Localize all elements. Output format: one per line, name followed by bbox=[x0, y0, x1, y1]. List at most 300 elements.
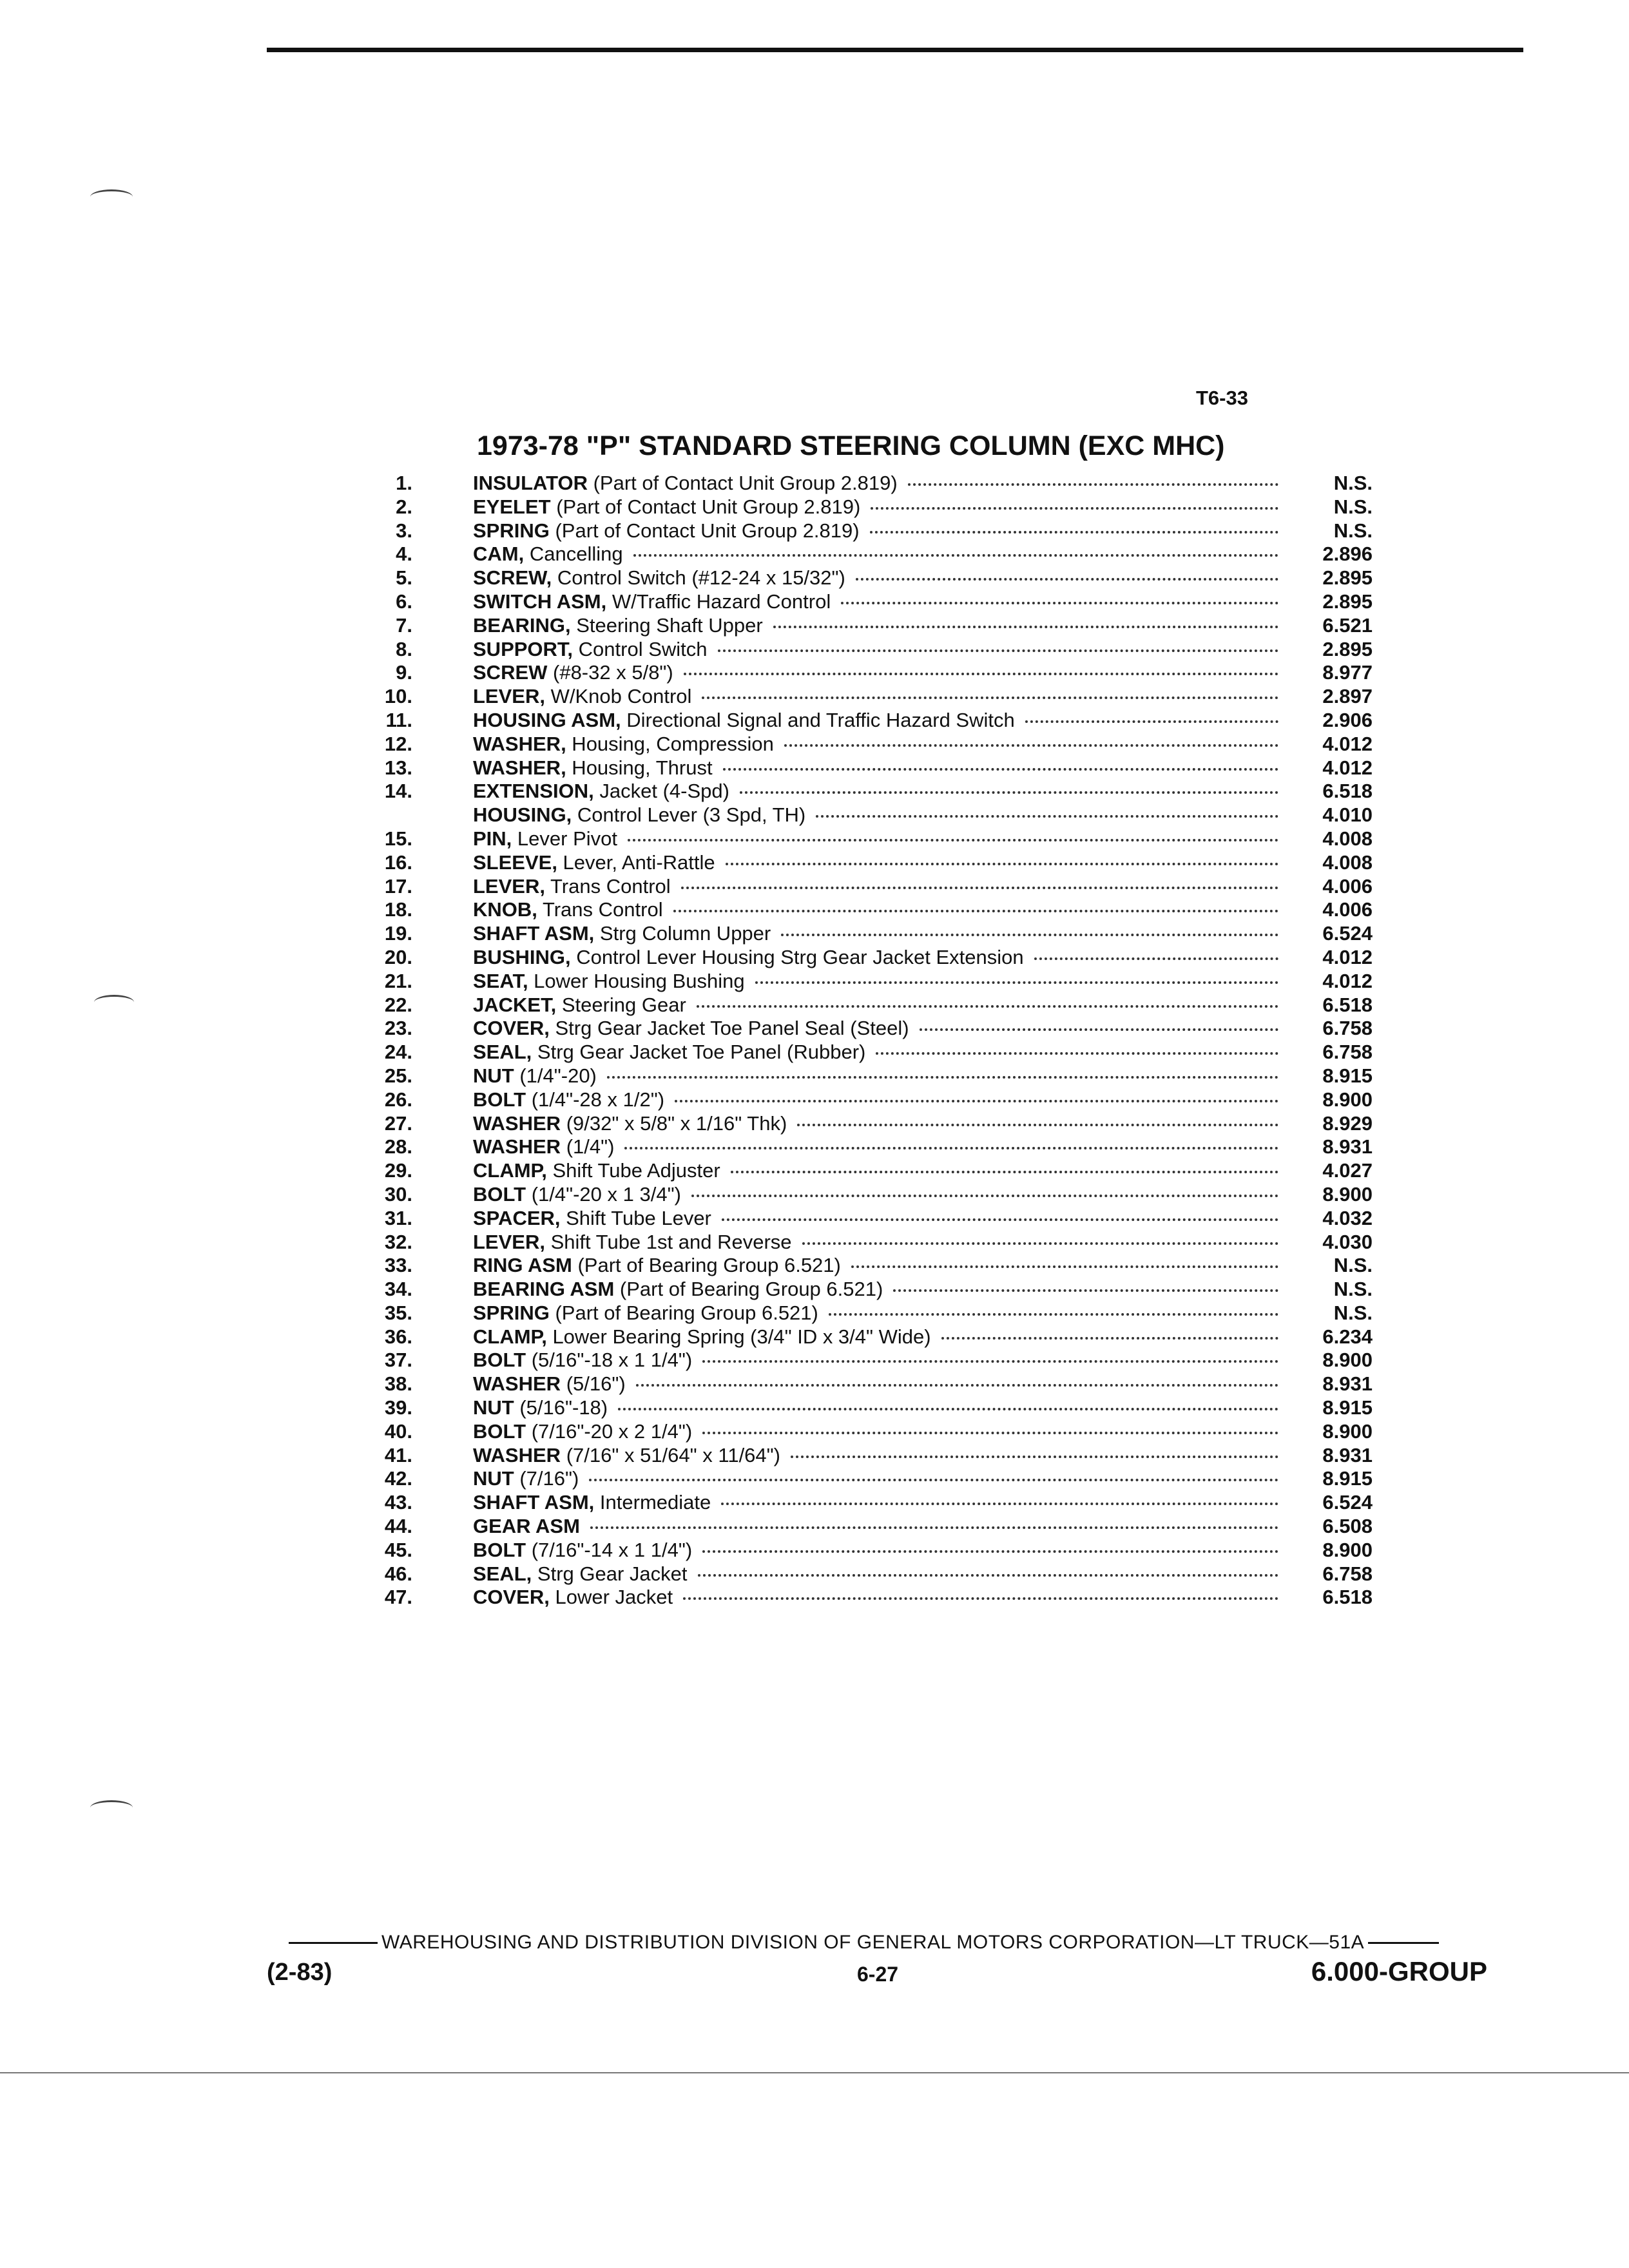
item-description bbox=[473, 922, 771, 946]
dot-leader bbox=[691, 1195, 1278, 1197]
item-detail: (Part of Contact Unit Group 2.819) bbox=[549, 519, 860, 542]
item-description bbox=[473, 994, 686, 1017]
dot-leader bbox=[908, 483, 1278, 486]
list-item bbox=[361, 1278, 1373, 1302]
item-group-number: 6.518 bbox=[1322, 1586, 1373, 1609]
dot-leader bbox=[920, 1028, 1278, 1031]
item-description bbox=[473, 1586, 673, 1610]
item-detail: (5/16") bbox=[561, 1372, 626, 1396]
list-item bbox=[361, 1017, 1373, 1041]
item-number: 42. bbox=[384, 1467, 412, 1490]
item-description bbox=[473, 1562, 688, 1586]
item-description bbox=[473, 590, 831, 614]
item-detail: (Part of Bearing Group 6.521) bbox=[549, 1301, 818, 1324]
item-number: 14. bbox=[384, 780, 412, 803]
dot-leader bbox=[673, 910, 1278, 912]
item-description bbox=[473, 946, 1024, 970]
item-number: 20. bbox=[384, 945, 412, 968]
item-detail: Control Lever (3 Spd, TH) bbox=[572, 803, 806, 827]
item-description bbox=[473, 1135, 614, 1159]
list-item bbox=[361, 1467, 1373, 1491]
item-group-number: 4.027 bbox=[1322, 1159, 1373, 1182]
item-name: BOLT bbox=[473, 1349, 526, 1372]
item-detail: (5/16"-18) bbox=[514, 1396, 608, 1419]
item-detail: (1/4"-20 x 1 3/4") bbox=[526, 1182, 681, 1206]
list-item bbox=[361, 756, 1373, 780]
dot-leader bbox=[702, 697, 1278, 699]
list-item bbox=[361, 1325, 1373, 1349]
dot-leader bbox=[731, 1171, 1278, 1173]
item-number: 8. bbox=[396, 637, 412, 660]
item-number: 5. bbox=[396, 566, 412, 590]
item-detail: Strg Column Upper bbox=[594, 922, 771, 945]
item-group-number: 6.234 bbox=[1322, 1325, 1373, 1348]
dot-leader bbox=[829, 1313, 1278, 1316]
footer-dash bbox=[289, 1942, 378, 1944]
scan-mark bbox=[90, 189, 133, 204]
item-description bbox=[473, 898, 663, 922]
item-detail: Intermediate bbox=[594, 1491, 711, 1514]
list-item bbox=[361, 851, 1373, 875]
item-detail: Strg Gear Jacket bbox=[532, 1562, 688, 1585]
item-number: 12. bbox=[384, 732, 412, 755]
item-number: 40. bbox=[384, 1419, 412, 1443]
item-name: SWITCH ASM, bbox=[473, 590, 607, 613]
item-name: EYELET bbox=[473, 495, 551, 518]
item-description bbox=[473, 1254, 841, 1278]
list-item bbox=[361, 519, 1373, 543]
dot-leader bbox=[941, 1337, 1278, 1340]
item-number: 30. bbox=[384, 1182, 412, 1206]
item-group-number: 6.518 bbox=[1322, 993, 1373, 1016]
item-detail: (7/16"-20 x 2 1/4") bbox=[526, 1419, 693, 1443]
item-detail: W/Knob Control bbox=[545, 685, 692, 708]
list-item bbox=[361, 614, 1373, 638]
dot-leader bbox=[876, 1052, 1278, 1055]
item-detail: (Part of Bearing Group 6.521) bbox=[614, 1278, 883, 1301]
item-detail: (7/16") bbox=[514, 1467, 579, 1490]
item-name: HOUSING ASM, bbox=[473, 708, 621, 731]
dot-leader bbox=[628, 839, 1278, 841]
item-group-number: 4.030 bbox=[1322, 1230, 1373, 1253]
item-description bbox=[473, 1017, 909, 1041]
item-name: WASHER bbox=[473, 1135, 561, 1158]
item-name: SPRING bbox=[473, 1301, 550, 1324]
item-detail: (7/16"-14 x 1 1/4") bbox=[526, 1538, 693, 1561]
dot-leader bbox=[702, 1360, 1278, 1363]
dot-leader bbox=[784, 744, 1278, 747]
dot-leader bbox=[1034, 957, 1278, 960]
item-name: SCREW bbox=[473, 661, 548, 684]
list-item bbox=[361, 1041, 1373, 1064]
dot-leader bbox=[590, 1526, 1278, 1529]
item-description bbox=[473, 780, 729, 803]
item-description bbox=[473, 1183, 681, 1207]
item-group-number: 8.931 bbox=[1322, 1372, 1373, 1396]
item-group-number: 4.012 bbox=[1322, 756, 1373, 779]
item-number: 31. bbox=[384, 1206, 412, 1229]
list-item bbox=[361, 543, 1373, 566]
item-description bbox=[473, 1491, 711, 1515]
item-detail: Lower Jacket bbox=[549, 1586, 673, 1609]
list-item bbox=[361, 970, 1373, 994]
item-number: 41. bbox=[384, 1443, 412, 1466]
item-number: 3. bbox=[396, 519, 412, 542]
item-name: SHAFT ASM, bbox=[473, 922, 595, 945]
item-detail: Steering Gear bbox=[556, 993, 686, 1016]
item-group-number: 4.008 bbox=[1322, 827, 1373, 850]
item-number: 45. bbox=[384, 1538, 412, 1561]
item-detail: Shift Tube Adjuster bbox=[546, 1159, 720, 1182]
dot-leader bbox=[721, 1503, 1278, 1505]
item-number: 29. bbox=[384, 1159, 412, 1182]
item-name: WASHER, bbox=[473, 732, 566, 755]
item-number: 34. bbox=[384, 1278, 412, 1301]
item-number: 22. bbox=[384, 993, 412, 1016]
item-number: 38. bbox=[384, 1372, 412, 1396]
list-item bbox=[361, 638, 1373, 662]
item-detail: Control Lever Housing Strg Gear Jacket Extension bbox=[570, 945, 1024, 968]
list-item bbox=[361, 827, 1373, 851]
item-group-number: 4.012 bbox=[1322, 732, 1373, 755]
item-number: 25. bbox=[384, 1064, 412, 1087]
item-description bbox=[473, 566, 845, 590]
item-number: 43. bbox=[384, 1491, 412, 1514]
item-description bbox=[473, 875, 671, 899]
item-description bbox=[473, 1112, 787, 1136]
item-description bbox=[473, 1088, 664, 1112]
item-description bbox=[473, 472, 898, 495]
item-description bbox=[473, 1467, 579, 1491]
item-detail: Strg Gear Jacket Toe Panel (Rubber) bbox=[532, 1041, 866, 1064]
item-name: HOUSING, bbox=[473, 803, 572, 827]
item-description bbox=[473, 1539, 692, 1562]
dot-leader bbox=[697, 1005, 1278, 1008]
item-number: 17. bbox=[384, 874, 412, 898]
item-number: 33. bbox=[384, 1254, 412, 1277]
dot-leader bbox=[755, 981, 1278, 984]
item-detail: Housing, Thrust bbox=[566, 756, 713, 779]
item-name: KNOB, bbox=[473, 898, 537, 921]
list-item bbox=[361, 946, 1373, 970]
list-item bbox=[361, 1586, 1373, 1610]
item-name: SEAT, bbox=[473, 969, 528, 992]
item-detail: (1/4"-20) bbox=[514, 1064, 597, 1087]
dot-leader bbox=[633, 554, 1278, 557]
dot-leader bbox=[791, 1456, 1278, 1458]
item-name: COVER, bbox=[473, 1586, 550, 1609]
footer-publisher-line bbox=[289, 1932, 1494, 1954]
item-description bbox=[473, 827, 617, 851]
dot-leader bbox=[718, 649, 1279, 652]
item-name: WASHER bbox=[473, 1372, 561, 1396]
item-name: NUT bbox=[473, 1467, 514, 1490]
item-group-number: N.S. bbox=[1333, 1278, 1373, 1301]
item-name: NUT bbox=[473, 1396, 514, 1419]
item-number: 6. bbox=[396, 590, 412, 613]
item-name: WASHER, bbox=[473, 756, 566, 779]
item-number: 1. bbox=[396, 472, 412, 494]
item-description bbox=[473, 1396, 608, 1420]
list-item bbox=[361, 590, 1373, 614]
page-reference: T6-33 bbox=[1196, 387, 1248, 409]
dot-leader bbox=[802, 1242, 1278, 1245]
item-number: 18. bbox=[384, 898, 412, 921]
item-detail: W/Traffic Hazard Control bbox=[606, 590, 831, 613]
item-group-number: 6.521 bbox=[1322, 613, 1373, 637]
item-number: 39. bbox=[384, 1396, 412, 1419]
page-title: 1973-78 "P" STANDARD STEERING COLUMN (EXC MHC) bbox=[477, 430, 1225, 461]
list-item bbox=[361, 566, 1373, 590]
item-number: 4. bbox=[396, 543, 412, 566]
item-detail: Steering Shaft Upper bbox=[570, 613, 763, 637]
item-name: WASHER bbox=[473, 1443, 561, 1466]
list-item bbox=[361, 1302, 1373, 1325]
list-item bbox=[361, 1372, 1373, 1396]
item-group-number: 4.006 bbox=[1322, 874, 1373, 898]
list-item bbox=[361, 1064, 1373, 1088]
list-item bbox=[361, 495, 1373, 519]
item-group-number: 4.008 bbox=[1322, 850, 1373, 874]
item-name: SPACER, bbox=[473, 1206, 561, 1229]
item-group-number: 4.006 bbox=[1322, 898, 1373, 921]
item-group-number: 8.900 bbox=[1322, 1538, 1373, 1561]
scan-mark bbox=[94, 995, 134, 1010]
item-description bbox=[473, 1041, 865, 1064]
item-name: WASHER bbox=[473, 1111, 561, 1135]
scan-mark bbox=[90, 1800, 133, 1815]
footer-group-label: 6.000-GROUP bbox=[1311, 1956, 1487, 1986]
list-item bbox=[361, 709, 1373, 733]
dot-leader bbox=[722, 1218, 1278, 1221]
item-detail: Housing, Compression bbox=[566, 732, 774, 755]
list-item bbox=[361, 661, 1373, 685]
item-group-number: 6.524 bbox=[1322, 1491, 1373, 1514]
item-group-number: N.S. bbox=[1333, 1301, 1373, 1324]
item-group-number: 8.931 bbox=[1322, 1135, 1373, 1158]
item-group-number: 4.032 bbox=[1322, 1206, 1373, 1229]
list-item bbox=[361, 1207, 1373, 1231]
footer-dash bbox=[1368, 1942, 1439, 1944]
item-number: 15. bbox=[384, 827, 412, 850]
item-name: PIN, bbox=[473, 827, 512, 850]
list-item bbox=[361, 1420, 1373, 1444]
item-description bbox=[473, 970, 745, 994]
item-name: BEARING ASM bbox=[473, 1278, 615, 1301]
list-item bbox=[361, 1159, 1373, 1183]
item-group-number: 8.900 bbox=[1322, 1419, 1373, 1443]
item-description bbox=[473, 803, 805, 827]
bottom-rule bbox=[0, 2072, 1629, 2073]
list-item bbox=[361, 898, 1373, 922]
footer-publisher: WAREHOUSING AND DISTRIBUTION DIVISION OF GENERAL MOTORS CORPORATION—LT TRUCK—51A bbox=[381, 1932, 1365, 1953]
item-number: 27. bbox=[384, 1111, 412, 1135]
dot-leader bbox=[1025, 720, 1278, 723]
item-description bbox=[473, 1278, 883, 1302]
dot-leader bbox=[870, 531, 1278, 533]
footer-page-number: 6-27 bbox=[857, 1963, 899, 1986]
dot-leader bbox=[740, 791, 1278, 794]
dot-leader bbox=[702, 1432, 1278, 1434]
list-item bbox=[361, 1254, 1373, 1278]
item-number: 21. bbox=[384, 969, 412, 992]
item-name: BOLT bbox=[473, 1088, 526, 1111]
item-name: BOLT bbox=[473, 1419, 526, 1443]
list-item bbox=[361, 685, 1373, 709]
item-group-number: 8.900 bbox=[1322, 1349, 1373, 1372]
item-group-number: N.S. bbox=[1333, 519, 1373, 542]
item-name: INSULATOR bbox=[473, 472, 588, 494]
item-number: 26. bbox=[384, 1088, 412, 1111]
item-number: 23. bbox=[384, 1017, 412, 1040]
item-group-number: 4.012 bbox=[1322, 945, 1373, 968]
item-detail: Lever, Anti-Rattle bbox=[557, 850, 715, 874]
list-item bbox=[361, 1444, 1373, 1468]
item-number: 32. bbox=[384, 1230, 412, 1253]
item-detail: Control Switch bbox=[573, 637, 708, 660]
dot-leader bbox=[841, 602, 1278, 604]
item-detail: Lower Bearing Spring (3/4" ID x 3/4" Wide) bbox=[546, 1325, 931, 1348]
item-group-number: 4.012 bbox=[1322, 969, 1373, 992]
item-description bbox=[473, 1349, 692, 1372]
item-number: 35. bbox=[384, 1301, 412, 1324]
item-group-number: 8.929 bbox=[1322, 1111, 1373, 1135]
item-name: SUPPORT, bbox=[473, 637, 574, 660]
item-description bbox=[473, 519, 860, 543]
dot-leader bbox=[683, 1597, 1278, 1600]
dot-leader bbox=[781, 934, 1278, 936]
item-name: SEAL, bbox=[473, 1041, 532, 1064]
footer-date-code: (2-83) bbox=[267, 1959, 333, 1986]
item-group-number: 2.906 bbox=[1322, 708, 1373, 731]
item-number: 10. bbox=[384, 685, 412, 708]
item-group-number: 6.508 bbox=[1322, 1515, 1373, 1538]
item-name: BOLT bbox=[473, 1538, 526, 1561]
list-item bbox=[361, 1515, 1373, 1539]
item-description bbox=[473, 495, 860, 519]
item-description bbox=[473, 1302, 818, 1325]
item-name: EXTENSION, bbox=[473, 780, 594, 803]
item-number: 19. bbox=[384, 922, 412, 945]
list-item bbox=[361, 1231, 1373, 1254]
item-detail: Jacket (4-Spd) bbox=[593, 780, 729, 803]
item-name: SCREW, bbox=[473, 566, 552, 590]
dot-leader bbox=[702, 1550, 1278, 1553]
item-description bbox=[473, 1444, 780, 1468]
item-detail: (1/4") bbox=[561, 1135, 615, 1158]
item-number: 47. bbox=[384, 1586, 412, 1609]
item-name: SPRING bbox=[473, 519, 550, 542]
dot-leader bbox=[797, 1124, 1278, 1126]
item-group-number: 4.010 bbox=[1322, 803, 1373, 827]
list-item bbox=[361, 1562, 1373, 1586]
item-group-number: N.S. bbox=[1333, 1254, 1373, 1277]
item-group-number: 6.524 bbox=[1322, 922, 1373, 945]
item-name: GEAR ASM bbox=[473, 1515, 580, 1538]
dot-leader bbox=[589, 1479, 1278, 1481]
list-item bbox=[361, 994, 1373, 1017]
item-detail: (9/32" x 5/8" x 1/16" Thk) bbox=[561, 1111, 787, 1135]
item-name: BOLT bbox=[473, 1182, 526, 1206]
item-group-number: 8.915 bbox=[1322, 1467, 1373, 1490]
item-description bbox=[473, 685, 691, 709]
list-item bbox=[361, 1349, 1373, 1372]
list-item bbox=[361, 780, 1373, 803]
top-rule bbox=[267, 48, 1523, 52]
item-number: 44. bbox=[384, 1515, 412, 1538]
item-number: 24. bbox=[384, 1041, 412, 1064]
item-name: SHAFT ASM, bbox=[473, 1491, 595, 1514]
item-number: 28. bbox=[384, 1135, 412, 1158]
item-description bbox=[473, 543, 623, 566]
dot-leader bbox=[675, 1100, 1278, 1102]
item-group-number: 8.977 bbox=[1322, 661, 1373, 684]
item-number: 36. bbox=[384, 1325, 412, 1348]
item-number: 2. bbox=[396, 495, 412, 518]
item-description bbox=[473, 1231, 792, 1254]
item-detail: Shift Tube 1st and Reverse bbox=[545, 1230, 792, 1253]
item-group-number: N.S. bbox=[1333, 495, 1373, 518]
item-detail: Trans Control bbox=[545, 874, 671, 898]
item-number: 7. bbox=[396, 613, 412, 637]
item-description bbox=[473, 1372, 626, 1396]
item-name: JACKET, bbox=[473, 993, 557, 1016]
item-detail: Strg Gear Jacket Toe Panel Seal (Steel) bbox=[549, 1017, 909, 1040]
item-name: LEVER, bbox=[473, 874, 545, 898]
dot-leader bbox=[698, 1574, 1278, 1577]
item-group-number: 8.915 bbox=[1322, 1064, 1373, 1087]
item-detail: Control Switch (#12-24 x 15/32") bbox=[552, 566, 845, 590]
item-description bbox=[473, 1207, 711, 1231]
item-number: 46. bbox=[384, 1562, 412, 1585]
item-detail: Shift Tube Lever bbox=[560, 1206, 711, 1229]
item-description bbox=[473, 1515, 580, 1539]
list-item bbox=[361, 1112, 1373, 1136]
item-name: CLAMP, bbox=[473, 1325, 547, 1348]
item-group-number: 8.931 bbox=[1322, 1443, 1373, 1466]
item-number: 16. bbox=[384, 850, 412, 874]
dot-leader bbox=[723, 768, 1278, 771]
dot-leader bbox=[681, 887, 1278, 889]
item-detail: Directional Signal and Traffic Hazard Switch bbox=[621, 708, 1015, 731]
list-item bbox=[361, 922, 1373, 946]
dot-leader bbox=[618, 1408, 1278, 1410]
dot-leader bbox=[773, 626, 1278, 628]
item-detail: Trans Control bbox=[537, 898, 663, 921]
dot-leader bbox=[607, 1076, 1278, 1079]
item-group-number: 2.895 bbox=[1322, 566, 1373, 590]
item-number: 9. bbox=[396, 661, 412, 684]
dot-leader bbox=[871, 507, 1278, 510]
item-group-number: 6.518 bbox=[1322, 780, 1373, 803]
dot-leader bbox=[851, 1265, 1278, 1268]
item-group-number: 2.895 bbox=[1322, 637, 1373, 660]
item-group-number: 8.915 bbox=[1322, 1396, 1373, 1419]
item-group-number: 2.896 bbox=[1322, 543, 1373, 566]
item-group-number: 6.758 bbox=[1322, 1041, 1373, 1064]
dot-leader bbox=[684, 673, 1278, 675]
item-description bbox=[473, 638, 708, 662]
item-name: RING ASM bbox=[473, 1254, 572, 1277]
item-description bbox=[473, 1420, 692, 1444]
item-detail: (1/4"-28 x 1/2") bbox=[526, 1088, 665, 1111]
item-name: LEVER, bbox=[473, 685, 545, 708]
item-name: LEVER, bbox=[473, 1230, 545, 1253]
item-number: 11. bbox=[385, 708, 412, 731]
list-item bbox=[361, 1183, 1373, 1207]
list-item bbox=[361, 1396, 1373, 1420]
dot-leader bbox=[816, 815, 1278, 818]
